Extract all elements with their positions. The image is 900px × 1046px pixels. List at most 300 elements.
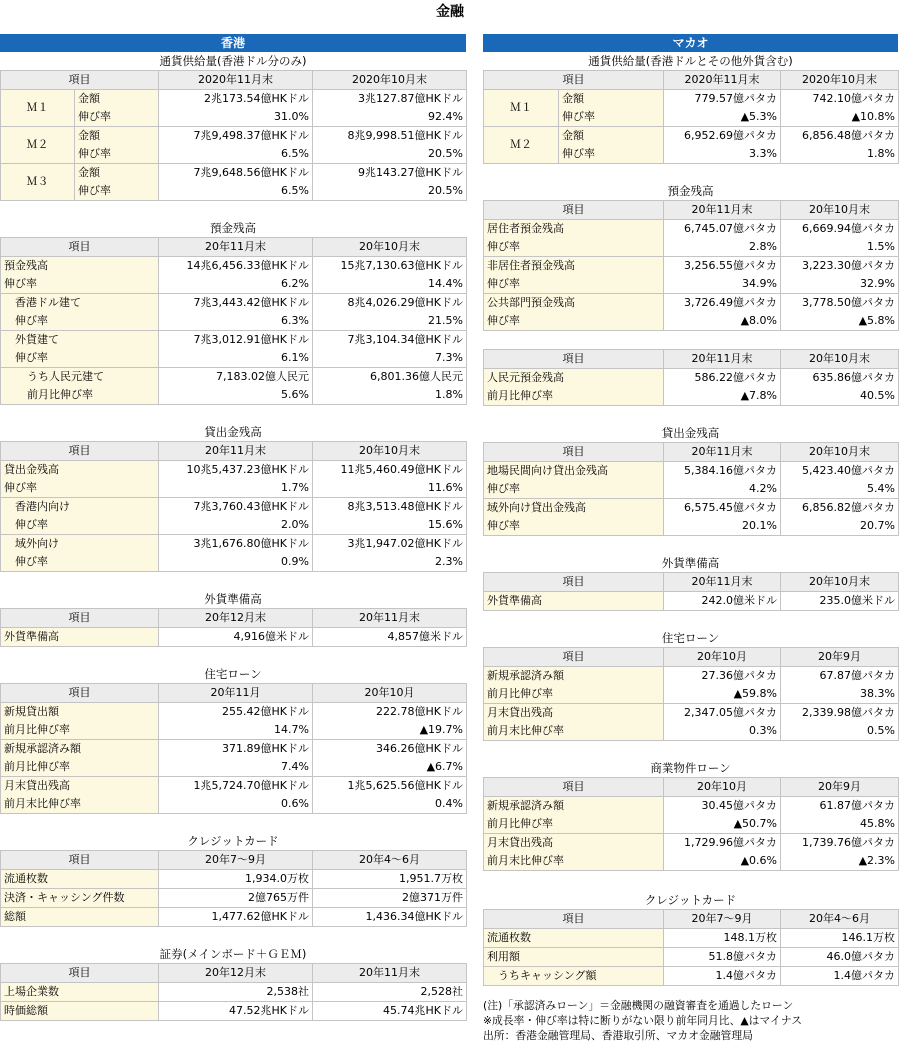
row-label: 伸び率 (1, 553, 159, 572)
value-cell: 6.2% (159, 275, 313, 294)
value-cell: ▲8.0% (664, 312, 781, 331)
value-cell: 6,801.36億人民元 (313, 368, 467, 387)
row-label: 前月比伸び率 (1, 721, 159, 740)
hk-securities-table (0, 963, 467, 1021)
header-cell: 項目 (1, 71, 159, 90)
value-cell: 4,916億米ドル (159, 628, 313, 647)
table-header-row (484, 201, 899, 220)
row-label: 前月比伸び率 (1, 758, 159, 777)
value-cell: 2,339.98億パタカ (781, 704, 899, 723)
value-cell: 635.86億パタカ (781, 369, 899, 388)
header-cell: 20年11月末 (159, 442, 313, 461)
header-cell: 項目 (1, 964, 159, 983)
table-header-row (484, 573, 899, 592)
value-cell: 1.4億パタカ (781, 967, 899, 986)
table-row (1, 703, 467, 722)
region-header-hongkong: 香港 (0, 34, 466, 52)
value-cell: 7.3% (313, 349, 467, 368)
value-cell: 1,934.0万枚 (159, 870, 313, 889)
header-cell: 20年11月末 (159, 238, 313, 257)
mo-reserves-table (483, 572, 899, 611)
value-cell: 2.3% (313, 553, 467, 572)
value-cell: 7.4% (159, 758, 313, 777)
row-label: 外貨建て (1, 331, 159, 350)
row-label: 流通枚数 (1, 870, 159, 889)
row-label: 利用額 (484, 948, 664, 967)
value-cell: 235.0億米ドル (781, 592, 899, 611)
header-cell: 20年12月末 (159, 609, 313, 628)
header-cell: 2020年11月末 (159, 71, 313, 90)
header-cell: 項目 (1, 442, 159, 461)
value-cell: 3,778.50億パタカ (781, 294, 899, 313)
value-cell: 1,739.76億パタカ (781, 834, 899, 853)
value-cell: 10兆5,437.23億HKドル (159, 461, 313, 480)
row-label: 伸び率 (75, 145, 159, 164)
row-label: 上場企業数 (1, 983, 159, 1002)
value-cell: 14.4% (313, 275, 467, 294)
table-row (484, 127, 899, 146)
mo-deposits-table (483, 200, 899, 331)
value-cell: 1,477.62億HKドル (159, 908, 313, 927)
footnote-source: 出所：香港金融管理局、香港取引所、マカオ金融管理局 (483, 1029, 753, 1042)
table-row (484, 852, 899, 871)
value-cell: 6.5% (159, 145, 313, 164)
table-row (484, 238, 899, 257)
value-cell: 7兆3,760.43億HKドル (159, 498, 313, 517)
header-cell: 20年10月 (664, 648, 781, 667)
row-label: 外貨準備高 (1, 628, 159, 647)
value-cell: 1.8% (313, 386, 467, 405)
hk-reserves-table (0, 608, 467, 647)
row-label: 金額 (559, 90, 664, 109)
hk-securities-caption: 証券(メインボード＋ＧＥＭ) (159, 947, 307, 961)
row-label: 預金残高 (1, 257, 159, 276)
value-cell: ▲7.8% (664, 387, 781, 406)
table-row (484, 220, 899, 239)
row-label: 伸び率 (75, 108, 159, 127)
header-cell: 20年7～9月 (664, 910, 781, 929)
mo-commercial-caption: 商業物件ローン (650, 761, 731, 775)
value-cell: 20.7% (781, 517, 899, 536)
table-header-row (484, 778, 899, 797)
value-cell: 15.6% (313, 516, 467, 535)
row-label: 香港ドル建て (1, 294, 159, 313)
value-cell: 3兆127.87億HKドル (313, 90, 467, 109)
table-row (1, 498, 467, 517)
value-cell: 8兆9,998.51億HKドル (313, 127, 467, 146)
table-row (484, 967, 899, 986)
table-row (484, 704, 899, 723)
table-row (1, 795, 467, 814)
table-row (1, 461, 467, 480)
row-label: 伸び率 (1, 479, 159, 498)
header-cell: 20年11月末 (313, 964, 467, 983)
row-label: 前月比伸び率 (484, 815, 664, 834)
header-cell: 項目 (484, 201, 664, 220)
value-cell: 371.89億HKドル (159, 740, 313, 759)
value-cell: 45.74兆HKドル (313, 1002, 467, 1021)
value-cell: 0.4% (313, 795, 467, 814)
value-cell: 779.57億パタカ (664, 90, 781, 109)
row-label: 伸び率 (484, 275, 664, 294)
mo-loans-caption: 貸出金残高 (661, 426, 720, 440)
value-cell: 1,436.34億HKドル (313, 908, 467, 927)
table-row (484, 499, 899, 518)
value-cell: 67.87億パタカ (781, 667, 899, 686)
hk-deposits-table (0, 237, 467, 405)
value-cell: 586.22億パタカ (664, 369, 781, 388)
value-cell: 7兆3,443.42億HKドル (159, 294, 313, 313)
header-cell: 20年9月 (781, 778, 899, 797)
group-label: Ｍ２ (484, 127, 559, 164)
value-cell: 2.0% (159, 516, 313, 535)
table-header-row (1, 442, 467, 461)
value-cell: ▲6.7% (313, 758, 467, 777)
value-cell: 3,726.49億パタカ (664, 294, 781, 313)
row-label: 新規承認済み額 (484, 667, 664, 686)
page-title: 金融 (436, 4, 464, 20)
table-row (484, 815, 899, 834)
table-row (484, 929, 899, 948)
row-label: 前月末比伸び率 (484, 852, 664, 871)
mo-deposits-caption: 預金残高 (667, 184, 714, 198)
value-cell: 6,745.07億パタカ (664, 220, 781, 239)
header-cell: 20年10月 (313, 684, 467, 703)
value-cell: 346.26億HKドル (313, 740, 467, 759)
header-cell: 項目 (484, 443, 664, 462)
value-cell: 1.8% (781, 145, 899, 164)
value-cell: 61.87億パタカ (781, 797, 899, 816)
value-cell: 5.4% (781, 480, 899, 499)
row-label: 金額 (75, 90, 159, 109)
value-cell: 148.1万枚 (664, 929, 781, 948)
value-cell: ▲59.8% (664, 685, 781, 704)
row-label: 新規承認済み額 (1, 740, 159, 759)
hk-credit-table (0, 850, 467, 927)
mo-reserves-caption: 外貨準備高 (661, 556, 720, 570)
macau-column (483, 34, 898, 986)
row-label: 新規貸出額 (1, 703, 159, 722)
header-cell: 20年10月末 (781, 573, 899, 592)
header-cell: 項目 (1, 851, 159, 870)
header-cell: 2020年10月末 (781, 71, 899, 90)
table-row (484, 797, 899, 816)
value-cell: 6.1% (159, 349, 313, 368)
header-cell: 20年11月末 (313, 609, 467, 628)
table-row (484, 592, 899, 611)
header-cell: 20年11月末 (664, 443, 781, 462)
table-row (1, 889, 467, 908)
mo-loans-table (483, 442, 899, 536)
header-cell: 20年10月 (664, 778, 781, 797)
value-cell: 21.5% (313, 312, 467, 331)
table-row (1, 368, 467, 387)
value-cell: 255.42億HKドル (159, 703, 313, 722)
value-cell: 14兆6,456.33億HKドル (159, 257, 313, 276)
value-cell: 7,183.02億人民元 (159, 368, 313, 387)
row-label: 前月比伸び率 (484, 685, 664, 704)
value-cell: 8兆4,026.29億HKドル (313, 294, 467, 313)
row-label: 時価総額 (1, 1002, 159, 1021)
hk-money-table (0, 70, 467, 201)
header-cell: 項目 (484, 648, 664, 667)
value-cell: 2兆173.54億HKドル (159, 90, 313, 109)
value-cell: 1,951.7万枚 (313, 870, 467, 889)
footnotes (483, 998, 900, 1043)
row-label: 域外向け (1, 535, 159, 554)
value-cell: 20.5% (313, 145, 467, 164)
value-cell: 222.78億HKドル (313, 703, 467, 722)
table-row (484, 722, 899, 741)
header-cell: 20年11月 (159, 684, 313, 703)
header-cell: 20年9月 (781, 648, 899, 667)
table-row (1, 870, 467, 889)
table-row (1, 777, 467, 796)
value-cell: 146.1万枚 (781, 929, 899, 948)
table-row (1, 758, 467, 777)
value-cell: 51.8億パタカ (664, 948, 781, 967)
table-header-row (1, 71, 467, 90)
value-cell: 20.5% (313, 182, 467, 201)
row-label: 新規承認済み額 (484, 797, 664, 816)
table-row (484, 834, 899, 853)
hk-credit-caption: クレジットカード (187, 834, 279, 848)
value-cell: 4,857億米ドル (313, 628, 467, 647)
row-label: 伸び率 (1, 275, 159, 294)
row-label: 外貨準備高 (484, 592, 664, 611)
header-cell: 項目 (484, 910, 664, 929)
row-label: 金額 (559, 127, 664, 146)
value-cell: 27.36億パタカ (664, 667, 781, 686)
header-cell: 20年4～6月 (313, 851, 467, 870)
table-row (1, 164, 467, 183)
row-label: 人民元預金残高 (484, 369, 664, 388)
header-cell: 20年11月末 (664, 573, 781, 592)
value-cell: 47.52兆HKドル (159, 1002, 313, 1021)
table-header-row (484, 350, 899, 369)
row-label: 前月末比伸び率 (484, 722, 664, 741)
table-row (484, 257, 899, 276)
value-cell: 0.5% (781, 722, 899, 741)
value-cell: 1.7% (159, 479, 313, 498)
value-cell: 4.2% (664, 480, 781, 499)
row-label: 居住者預金残高 (484, 220, 664, 239)
row-label: 伸び率 (484, 517, 664, 536)
hk-mortgage-table (0, 683, 467, 814)
header-cell: 項目 (1, 684, 159, 703)
value-cell: 45.8% (781, 815, 899, 834)
hk-money-caption: 通貨供給量(香港ドル分のみ) (159, 54, 307, 68)
group-label: Ｍ２ (1, 127, 75, 164)
row-label: 金額 (75, 164, 159, 183)
row-label: 貸出金残高 (1, 461, 159, 480)
row-label: 伸び率 (484, 480, 664, 499)
header-cell: 20年7～9月 (159, 851, 313, 870)
table-row (1, 1002, 467, 1021)
value-cell: 3兆1,676.80億HKドル (159, 535, 313, 554)
table-row (484, 369, 899, 388)
value-cell: 92.4% (313, 108, 467, 127)
row-label: 伸び率 (484, 312, 664, 331)
value-cell: 40.5% (781, 387, 899, 406)
mo-mortgage-table (483, 647, 899, 741)
header-cell: 20年10月末 (781, 350, 899, 369)
value-cell: 7兆9,648.56億HKドル (159, 164, 313, 183)
value-cell: 6,856.82億パタカ (781, 499, 899, 518)
value-cell: 2,528社 (313, 983, 467, 1002)
row-label: 前月比伸び率 (484, 387, 664, 406)
mo-mortgage-caption: 住宅ローン (661, 631, 720, 645)
group-label: Ｍ３ (1, 164, 75, 201)
value-cell: 242.0億米ドル (664, 592, 781, 611)
value-cell: 2,538社 (159, 983, 313, 1002)
table-row (1, 535, 467, 554)
value-cell: 2億765万件 (159, 889, 313, 908)
hk-reserves-caption: 外貨準備高 (204, 592, 262, 606)
value-cell: ▲19.7% (313, 721, 467, 740)
value-cell: 6,669.94億パタカ (781, 220, 899, 239)
value-cell: 6,856.48億パタカ (781, 127, 899, 146)
table-header-row (1, 964, 467, 983)
header-cell: 20年12月末 (159, 964, 313, 983)
value-cell: 6.3% (159, 312, 313, 331)
row-label: 公共部門預金残高 (484, 294, 664, 313)
row-label: 決済・キャッシング件数 (1, 889, 159, 908)
table-row (1, 628, 467, 647)
value-cell: 5.6% (159, 386, 313, 405)
mo-credit-caption: クレジットカード (644, 893, 737, 907)
value-cell: 1,729.96億パタカ (664, 834, 781, 853)
header-cell: 項目 (484, 573, 664, 592)
value-cell: 0.9% (159, 553, 313, 572)
row-label: 前月比伸び率 (1, 386, 159, 405)
value-cell: 2億371万件 (313, 889, 467, 908)
mo-rmb-table (483, 349, 899, 406)
value-cell: 5,384.16億パタカ (664, 462, 781, 481)
value-cell: 8兆3,513.48億HKドル (313, 498, 467, 517)
value-cell: 3兆1,947.02億HKドル (313, 535, 467, 554)
value-cell: 32.9% (781, 275, 899, 294)
table-row (1, 127, 467, 146)
mo-commercial-table (483, 777, 899, 871)
header-cell: 20年10月末 (313, 238, 467, 257)
row-label: 前月末比伸び率 (1, 795, 159, 814)
value-cell: 11.6% (313, 479, 467, 498)
table-row (1, 331, 467, 350)
value-cell: 1.5% (781, 238, 899, 257)
table-row (484, 685, 899, 704)
table-row (1, 553, 467, 572)
table-row (1, 349, 467, 368)
row-label: うち人民元建て (1, 368, 159, 387)
table-row (1, 983, 467, 1002)
value-cell: 34.9% (664, 275, 781, 294)
group-label: Ｍ１ (1, 90, 75, 127)
value-cell: 20.1% (664, 517, 781, 536)
header-cell: 項目 (484, 350, 664, 369)
mo-money-caption: 通貨供給量(香港ドルとその他外貨含む) (588, 54, 793, 68)
table-row (484, 480, 899, 499)
header-cell: 20年10月末 (781, 201, 899, 220)
table-row (1, 479, 467, 498)
mo-credit-table (483, 909, 899, 986)
row-label: 月末貸出残高 (1, 777, 159, 796)
table-header-row (484, 910, 899, 929)
table-row (484, 294, 899, 313)
header-cell: 項目 (1, 238, 159, 257)
row-label: 伸び率 (1, 312, 159, 331)
header-cell: 20年11月末 (664, 350, 781, 369)
row-label: 月末貸出残高 (484, 704, 664, 723)
hk-loans-caption: 貸出金残高 (204, 425, 262, 439)
table-row (1, 516, 467, 535)
row-label: 月末貸出残高 (484, 834, 664, 853)
value-cell: ▲0.6% (664, 852, 781, 871)
header-cell: 20年10月末 (781, 443, 899, 462)
row-label: 域外向け貸出金残高 (484, 499, 664, 518)
table-header-row (484, 71, 899, 90)
value-cell: 15兆7,130.63億HKドル (313, 257, 467, 276)
table-header-row (1, 609, 467, 628)
value-cell: 1.4億パタカ (664, 967, 781, 986)
value-cell: ▲2.3% (781, 852, 899, 871)
row-label: 流通枚数 (484, 929, 664, 948)
row-label: 伸び率 (484, 238, 664, 257)
value-cell: 7兆3,104.34億HKドル (313, 331, 467, 350)
region-header-macau: マカオ (483, 34, 898, 52)
table-header-row (1, 238, 467, 257)
table-row (484, 462, 899, 481)
value-cell: 9兆143.27億HKドル (313, 164, 467, 183)
row-label: 地場民間向け貸出金残高 (484, 462, 664, 481)
value-cell: 31.0% (159, 108, 313, 127)
header-cell: 2020年10月末 (313, 71, 467, 90)
table-row (484, 517, 899, 536)
table-row (1, 740, 467, 759)
value-cell: 6,952.69億パタカ (664, 127, 781, 146)
value-cell: 742.10億パタカ (781, 90, 899, 109)
table-row (1, 312, 467, 331)
row-label: うちキャッシング額 (484, 967, 664, 986)
hk-deposits-caption: 預金残高 (210, 221, 256, 235)
value-cell: 11兆5,460.49億HKドル (313, 461, 467, 480)
value-cell: 2,347.05億パタカ (664, 704, 781, 723)
hk-mortgage-caption: 住宅ローン (204, 667, 262, 681)
value-cell: 6.5% (159, 182, 313, 201)
footnote-growth-rate: ※成長率・伸び率は特に断りがない限り前年同月比、▲はマイナス (483, 1014, 803, 1027)
table-row (484, 90, 899, 109)
group-label: Ｍ１ (484, 90, 559, 127)
value-cell: 6,575.45億パタカ (664, 499, 781, 518)
value-cell: ▲5.8% (781, 312, 899, 331)
row-label: 伸び率 (75, 182, 159, 201)
row-label: 伸び率 (559, 145, 664, 164)
hk-loans-table (0, 441, 467, 572)
table-row (484, 948, 899, 967)
footnote-approved-loan: (注)「承認済みローン」＝金融機関の融資審査を通過したローン (483, 999, 794, 1012)
value-cell: 3,223.30億パタカ (781, 257, 899, 276)
value-cell: 5,423.40億パタカ (781, 462, 899, 481)
row-label: 香港内向け (1, 498, 159, 517)
value-cell: 3,256.55億パタカ (664, 257, 781, 276)
value-cell: 14.7% (159, 721, 313, 740)
table-row (484, 667, 899, 686)
value-cell: 46.0億パタカ (781, 948, 899, 967)
table-row (1, 386, 467, 405)
table-row (1, 90, 467, 109)
table-row (1, 721, 467, 740)
header-cell: 2020年11月末 (664, 71, 781, 90)
